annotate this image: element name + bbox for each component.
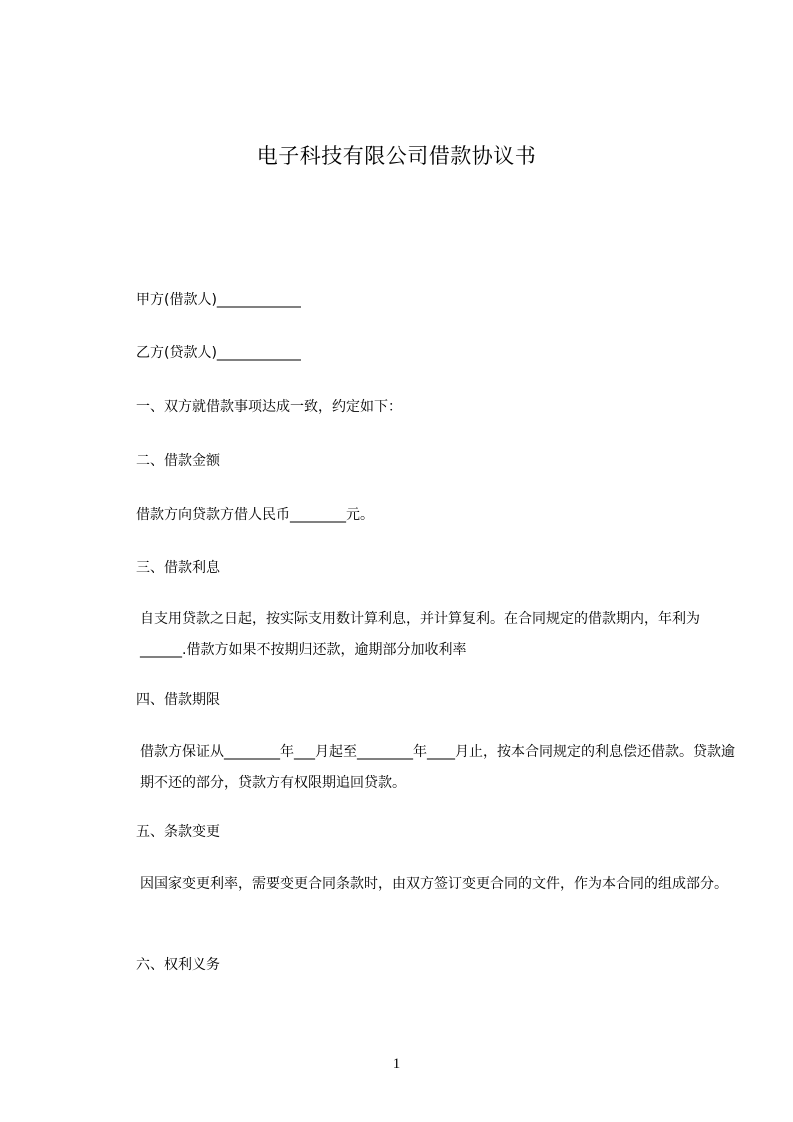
page-number: 1 xyxy=(392,1056,401,1072)
party-b-line: 乙方(贷款人)____________ xyxy=(136,345,301,361)
section-3-text: 自支用贷款之日起，按实际支用数计算利息，并计算复利。在合同规定的借款期内，年利为______.借款方如果不按期归还款，逾期部分加收利率 xyxy=(140,611,700,658)
section-5-heading: 五、条款变更 xyxy=(136,824,220,840)
section-6-heading: 六、权利义务 xyxy=(136,957,220,973)
document-title: 电子科技有限公司借款协议书 xyxy=(256,144,537,168)
section-3-heading: 三、借款利息 xyxy=(136,560,220,576)
section-4-heading: 四、借款期限 xyxy=(136,692,220,708)
section-4-text: 借款方保证从________年___月起至________年____月止，按本合同规定的利息偿还借款。贷款逾期不还的部分，贷款方有权限期追回贷款。 xyxy=(140,744,735,791)
section-5-text: 因国家变更利率，需要变更合同条款时，由双方签订变更合同的文件，作为本合同的组成部分。 xyxy=(140,876,728,892)
intro-clause: 一、双方就借款事项达成一致，约定如下： xyxy=(136,399,402,415)
section-2-text: 借款方向贷款方借人民币________元。 xyxy=(136,507,374,523)
party-a-line: 甲方(借款人)____________ xyxy=(136,292,301,308)
section-2-heading: 二、借款金额 xyxy=(136,453,220,469)
